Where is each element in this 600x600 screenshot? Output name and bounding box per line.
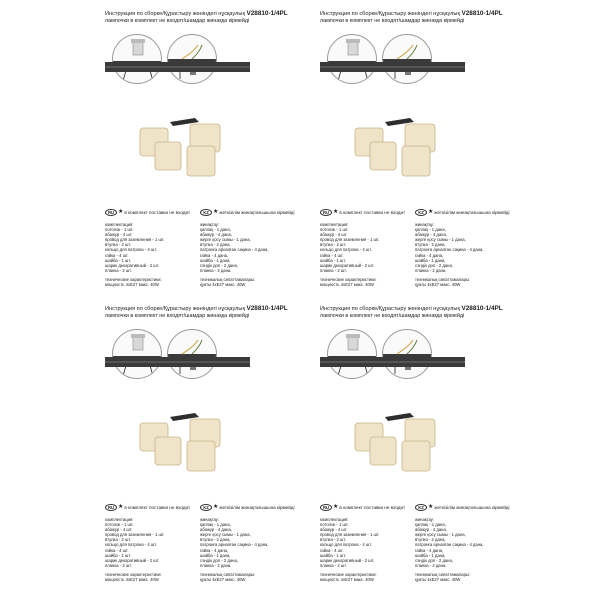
detail-wire-illustration: [382, 329, 432, 379]
panel-title: [320, 10, 520, 18]
list-item: сәндік доп - 2 дана,: [200, 262, 238, 268]
star-icon: ★: [428, 209, 434, 216]
lamp-illustration: [350, 110, 445, 185]
bulbs-notice: лампочки в комплект не входят/шамдар жинаққа кірмейді: [320, 313, 465, 319]
list-item: шарик декоративный - 2 шт.: [320, 557, 375, 563]
ru-tech-heading: технические характеристики:: [105, 276, 162, 282]
list-item: абажур - 4 дана,: [200, 527, 232, 533]
list-item: жерге қосу сымы - 1 дана,: [415, 237, 466, 243]
list-item: шайба - 1 дана,: [200, 257, 231, 263]
list-item: гайка - 4 шт.: [105, 547, 129, 553]
kz-notice-text: жеткізілім жинақтағышына кірмейді: [219, 210, 295, 215]
list-item: втулка - 2 дана,: [200, 242, 231, 248]
star-icon: ★: [118, 209, 124, 216]
list-item: кольцо для патрона - 4 шт.: [320, 542, 372, 548]
list-item: втулка - 2 шт.: [105, 537, 131, 543]
ceiling-bar-illustration: [320, 357, 465, 367]
list-item: провод для заземления - 1 шт.: [105, 237, 165, 243]
list-item: гайка - 4 шт.: [320, 547, 344, 553]
list-item: кольцо для патрона - 4 шт.: [105, 247, 157, 253]
title-text: Инструкция по сборке/Құрастыру жөніндегі нұсқаулық: [105, 306, 245, 312]
kz-list-heading: жинақтау:: [200, 517, 220, 522]
ru-parts-list: [105, 517, 195, 582]
list-item: патронға арналған сақина - 4 дана,: [200, 247, 269, 253]
ru-badge-icon: RU: [320, 209, 332, 216]
star-icon: ★: [428, 504, 434, 511]
ru-tech-heading: технические характеристики:: [320, 571, 377, 577]
detail-wire-illustration: [167, 329, 217, 379]
ru-tech-value: мощность 4xE27 макс. 40W: [320, 282, 374, 288]
ru-list-heading: комплектация:: [105, 222, 134, 227]
panel-title: [105, 305, 305, 313]
list-item: абажур - 4 дана,: [415, 527, 447, 533]
kz-parts-list: [200, 222, 305, 287]
list-item: гайка - 4 дана,: [415, 252, 444, 258]
list-item: патронға арналған сақина - 4 дана,: [415, 542, 484, 548]
model-number: V28810-1/4PL: [246, 305, 288, 312]
list-item: жерге қосу сымы - 1 дана,: [200, 237, 251, 243]
list-item: шайба - 1 шт.: [105, 552, 131, 558]
ru-tech-value: мощность 4xE27 макс. 40W: [320, 577, 374, 583]
star-icon: ★: [118, 504, 124, 511]
kz-notice: [200, 208, 295, 217]
title-text: Инструкция по сборке/Құрастыру жөніндегі нұсқаулық: [320, 11, 460, 17]
kz-tech-value: қуаты 4xE27 макс. 40W: [200, 282, 246, 288]
kz-notice-text: жеткізілім жинақтағышына кірмейді: [434, 210, 510, 215]
kz-parts-list: [200, 517, 305, 582]
model-number: V28810-1/4PL: [246, 10, 288, 17]
list-item: планка - 2 шт.: [105, 267, 132, 273]
ru-parts-list: [105, 222, 195, 287]
list-item: планка - 2 дана.: [415, 267, 447, 273]
list-item: втулка - 2 шт.: [320, 242, 346, 248]
list-item: планка - 2 шт.: [320, 267, 347, 273]
list-item: планка - 2 дана.: [200, 267, 232, 273]
kz-tech-value: қуаты 4xE27 макс. 40W: [415, 282, 461, 288]
kz-list-heading: жинақтау:: [415, 517, 435, 522]
list-item: провод для заземления - 1 шт.: [320, 237, 380, 243]
title-text: Инструкция по сборке/Құрастыру жөніндегі нұсқаулық: [105, 11, 245, 17]
list-item: втулка - 2 дана,: [415, 537, 446, 543]
list-item: шайба - 1 дана,: [415, 552, 446, 558]
list-item: жерге қосу сымы - 1 дана,: [415, 532, 466, 538]
ru-notice: [320, 208, 405, 217]
kz-notice: [415, 503, 510, 512]
ru-parts-list: [320, 222, 410, 287]
detail-mount-illustration: [112, 329, 162, 379]
list-item: втулка - 2 шт.: [105, 242, 131, 248]
list-item: провод для заземления - 1 шт.: [105, 532, 165, 538]
bulbs-notice: лампочки в комплект не входят/шамдар жинаққа кірмейді: [320, 18, 465, 24]
ru-notice-text: в комплект поставки не входит: [339, 505, 406, 510]
lamp-illustration: [135, 405, 230, 480]
detail-wire-illustration: [382, 34, 432, 84]
list-item: патронға арналған сақина - 4 дана,: [415, 247, 484, 253]
instruction-panel: [105, 10, 305, 295]
star-icon: ★: [333, 504, 339, 511]
star-icon: ★: [333, 209, 339, 216]
list-item: шарик декоративный - 2 шт.: [320, 262, 375, 268]
model-number: V28810-1/4PL: [461, 305, 503, 312]
kz-badge-icon: KZ: [415, 209, 427, 216]
list-item: абажур - 4 дана,: [200, 232, 232, 238]
ru-tech-value: мощность 4xE27 макс. 40W: [105, 577, 159, 583]
list-item: гайка - 4 дана,: [415, 547, 444, 553]
list-item: шайба - 1 шт.: [320, 552, 346, 558]
ru-list-heading: комплектация:: [320, 517, 349, 522]
title-text: Инструкция по сборке/Құрастыру жөніндегі нұсқаулық: [320, 306, 460, 312]
kz-notice-text: жеткізілім жинақтағышына кірмейді: [434, 505, 510, 510]
list-item: потолок - 1 шт.: [320, 227, 349, 233]
star-icon: ★: [213, 504, 219, 511]
bulbs-notice: лампочки в комплект не входят/шамдар жинаққа кірмейді: [105, 313, 250, 319]
detail-wire-illustration: [167, 34, 217, 84]
list-item: сәндік доп - 2 дана,: [415, 557, 453, 563]
star-icon: ★: [213, 209, 219, 216]
ru-parts-list: [320, 517, 410, 582]
list-item: жерге қосу сымы - 1 дана,: [200, 532, 251, 538]
kz-tech-heading: техникалық сипаттамалары:: [415, 276, 471, 282]
list-item: шарик декоративный - 2 шт.: [105, 557, 160, 563]
detail-mount-illustration: [112, 34, 162, 84]
ru-notice: [105, 208, 190, 217]
ru-tech-heading: технические характеристики:: [105, 571, 162, 577]
ru-list-heading: комплектация:: [105, 517, 134, 522]
list-item: планка - 2 дана.: [415, 562, 447, 568]
list-item: гайка - 4 шт.: [320, 252, 344, 258]
list-item: гайка - 4 шт.: [105, 252, 129, 258]
list-item: патронға арналған сақина - 4 дана,: [200, 542, 269, 548]
ru-notice: [105, 503, 190, 512]
list-item: абажур - 4 шт.: [105, 527, 133, 533]
kz-badge-icon: KZ: [200, 504, 212, 511]
lamp-illustration: [350, 405, 445, 480]
ru-badge-icon: RU: [320, 504, 332, 511]
ru-badge-icon: RU: [105, 504, 117, 511]
list-item: қалпақ - 1 дана,: [200, 522, 231, 528]
list-item: шайба - 1 дана,: [200, 552, 231, 558]
list-item: потолок - 1 шт.: [105, 227, 134, 233]
kz-notice: [415, 208, 510, 217]
list-item: провод для заземления - 1 шт.: [320, 532, 380, 538]
ru-notice-text: в комплект поставки не входит: [339, 210, 406, 215]
list-item: абажур - 4 шт.: [320, 232, 348, 238]
panel-title: [105, 10, 305, 18]
kz-list-heading: жинақтау:: [415, 222, 435, 227]
list-item: кольцо для патрона - 4 шт.: [320, 247, 372, 253]
kz-tech-heading: техникалық сипаттамалары:: [200, 276, 256, 282]
list-item: шарик декоративный - 2 шт.: [105, 262, 160, 268]
list-item: шайба - 1 шт.: [320, 257, 346, 263]
kz-tech-value: қуаты 4xE27 макс. 40W: [415, 577, 461, 583]
kz-tech-heading: техникалық сипаттамалары:: [200, 571, 256, 577]
ru-list-heading: комплектация:: [320, 222, 349, 227]
list-item: абажур - 4 шт.: [320, 527, 348, 533]
model-number: V28810-1/4PL: [461, 10, 503, 17]
kz-parts-list: [415, 517, 520, 582]
kz-notice-text: жеткізілім жинақтағышына кірмейді: [219, 505, 295, 510]
kz-badge-icon: KZ: [200, 209, 212, 216]
ru-notice: [320, 503, 405, 512]
list-item: планка - 2 шт.: [105, 562, 132, 568]
list-item: шайба - 1 дана,: [415, 257, 446, 263]
ru-tech-heading: технические характеристики:: [320, 276, 377, 282]
list-item: сәндік доп - 2 дана,: [200, 557, 238, 563]
kz-tech-heading: техникалық сипаттамалары:: [415, 571, 471, 577]
kz-parts-list: [415, 222, 520, 287]
ceiling-bar-illustration: [105, 62, 250, 72]
instruction-panel: [320, 305, 520, 590]
list-item: қалпақ - 1 дана,: [415, 227, 446, 233]
ceiling-bar-illustration: [105, 357, 250, 367]
lamp-illustration: [135, 110, 230, 185]
language-flags: [105, 208, 315, 218]
detail-mount-illustration: [327, 329, 377, 379]
kz-badge-icon: KZ: [415, 504, 427, 511]
bulbs-notice: лампочки в комплект не входят/шамдар жинаққа кірмейді: [105, 18, 250, 24]
ru-badge-icon: RU: [105, 209, 117, 216]
instruction-panel: [105, 305, 305, 590]
language-flags: [320, 208, 530, 218]
list-item: қалпақ - 1 дана,: [200, 227, 231, 233]
language-flags: [105, 503, 315, 513]
list-item: абажур - 4 шт.: [105, 232, 133, 238]
list-item: потолок - 1 шт.: [105, 522, 134, 528]
list-item: втулка - 2 дана,: [415, 242, 446, 248]
ru-notice-text: в комплект поставки не входит: [124, 505, 191, 510]
list-item: кольцо для патрона - 4 шт.: [105, 542, 157, 548]
ru-notice-text: в комплект поставки не входит: [124, 210, 191, 215]
panel-title: [320, 305, 520, 313]
list-item: гайка - 4 дана,: [200, 547, 229, 553]
list-item: втулка - 2 шт.: [320, 537, 346, 543]
list-item: қалпақ - 1 дана,: [415, 522, 446, 528]
instruction-panel: [320, 10, 520, 295]
language-flags: [320, 503, 530, 513]
list-item: сәндік доп - 2 дана,: [415, 262, 453, 268]
list-item: абажур - 4 дана,: [415, 232, 447, 238]
ceiling-bar-illustration: [320, 62, 465, 72]
list-item: планка - 2 дана.: [200, 562, 232, 568]
kz-list-heading: жинақтау:: [200, 222, 220, 227]
list-item: втулка - 2 дана,: [200, 537, 231, 543]
detail-mount-illustration: [327, 34, 377, 84]
ru-tech-value: мощность 4xE27 макс. 40W: [105, 282, 159, 288]
list-item: потолок - 1 шт.: [320, 522, 349, 528]
kz-tech-value: қуаты 4xE27 макс. 40W: [200, 577, 246, 583]
kz-notice: [200, 503, 295, 512]
list-item: гайка - 4 дана,: [200, 252, 229, 258]
list-item: шайба - 1 шт.: [105, 257, 131, 263]
list-item: планка - 2 шт.: [320, 562, 347, 568]
